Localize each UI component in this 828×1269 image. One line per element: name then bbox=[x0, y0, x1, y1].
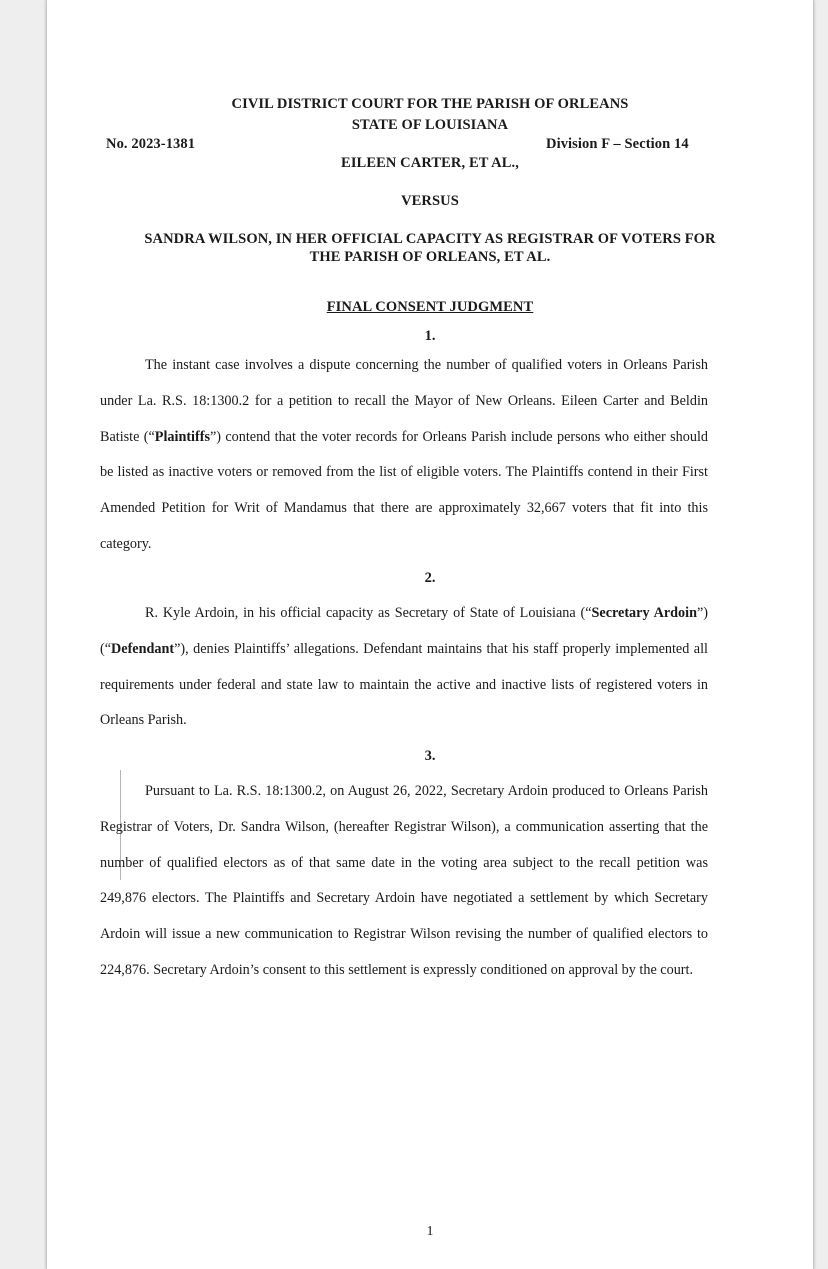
case-number: No. 2023-1381 bbox=[106, 136, 196, 152]
versus-label: VERSUS bbox=[401, 193, 459, 209]
paragraph-2-text-c: ”), denies Plaintiffs’ allegations. Defendant maintains that his staff properly implemented all requirements under federal and state law to maintain the active and inactive lists of registered voters in Orleans Parish. bbox=[100, 640, 708, 729]
section-number-3: 3. bbox=[424, 748, 436, 764]
defendant-caption-line1: SANDRA WILSON, IN HER OFFICIAL CAPACITY AS REGISTRAR OF VOTERS FOR bbox=[144, 231, 716, 247]
paragraph-2-text-a: R. Kyle Ardoin, in his official capacity as Secretary of State of Louisiana (“ bbox=[145, 605, 592, 621]
paragraph-1 bbox=[100, 348, 708, 563]
page-right-edge bbox=[813, 0, 814, 1269]
section-number-2: 2. bbox=[424, 570, 436, 586]
plaintiffs-defined-term: Plaintiffs bbox=[154, 428, 210, 445]
paragraph-3-text: Pursuant to La. R.S. 18:1300.2, on August 26, 2022, Secretary Ardoin produced to Orleans Parish Registrar of Voters, Dr. Sandra Wilson, (hereafter Registrar Wilson), a communication asserting that the number of qualified electors as of that same date in the voting area subject to the recall petition was 249,876 electors. The Plaintiffs and Secretary Ardoin have negotiated a settlement by which Secretary Ardoin will issue a new communication to Registrar Wilson revising the number of qualified electors to 224,876. Secretary Ardoin’s consent to this settlement is expressly conditioned on approval by the court. bbox=[100, 783, 708, 978]
defendant-caption-line2: THE PARISH OF ORLEANS, ET AL. bbox=[309, 249, 551, 265]
paragraph-3 bbox=[100, 774, 708, 989]
document-page bbox=[46, 0, 814, 1269]
court-name: CIVIL DISTRICT COURT FOR THE PARISH OF ORLEANS bbox=[231, 96, 629, 112]
paragraph-1-text-a: The instant case involves a dispute concerning the number of qualified voters in Orleans Parish under La. R.S. 18:1300.2 for a petition to recall the Mayor of New Orleans. Eileen Carter and Beldin Batiste (“ bbox=[100, 357, 708, 445]
secretary-defined-term: Secretary Ardoin bbox=[591, 605, 697, 621]
defendant-defined-term: Defendant bbox=[111, 640, 175, 657]
paragraph-2 bbox=[100, 596, 708, 739]
page-left-edge bbox=[46, 0, 47, 1269]
document-title: FINAL CONSENT JUDGMENT bbox=[326, 299, 534, 315]
paragraph-2-text-b: ”) (“ bbox=[100, 605, 708, 657]
state-name: STATE OF LOUISIANA bbox=[351, 117, 509, 133]
section-number-1: 1. bbox=[424, 328, 436, 344]
paragraph-1-text-b: ”) contend that the voter records for Orleans Parish include persons who either should be listed as inactive voters or removed from the list of eligible voters. The Plaintiffs contend in their First Amended Petition for Writ of Mandamus that there are approximately 32,667 voters that fit into this category. bbox=[100, 428, 708, 552]
page-number: 1 bbox=[426, 1224, 434, 1239]
division-section: Division F – Section 14 bbox=[546, 136, 689, 152]
plaintiff-caption: EILEEN CARTER, ET AL., bbox=[341, 155, 519, 171]
